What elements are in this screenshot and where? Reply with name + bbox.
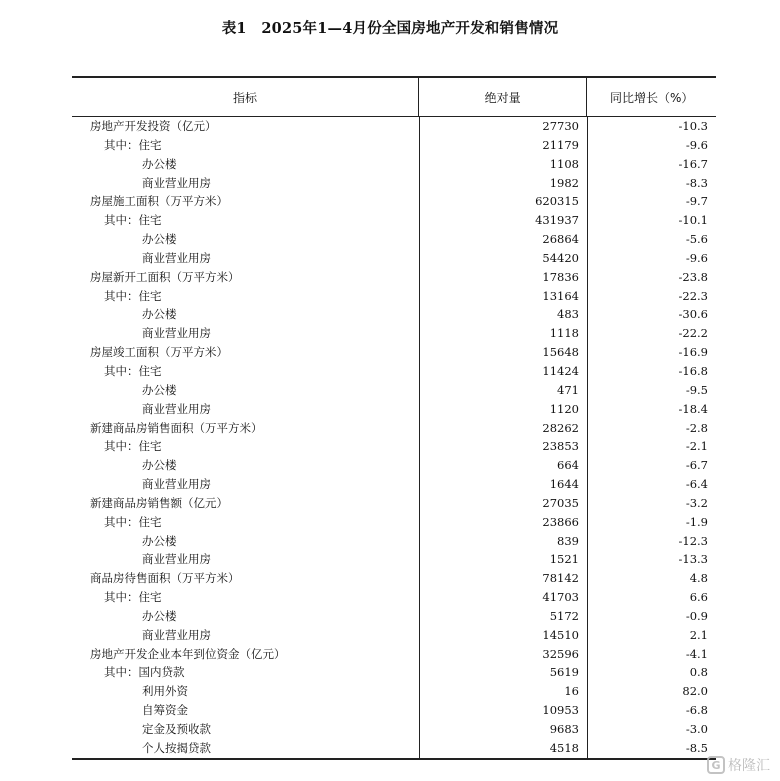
row-label: 其中：住宅 [104, 590, 162, 605]
table-row [72, 607, 716, 626]
row-label: 商业营业用房 [142, 477, 211, 492]
row-growth: -30.6 [587, 305, 716, 324]
row-growth: -6.7 [587, 456, 716, 475]
row-value: 620315 [419, 192, 587, 211]
table-row [72, 739, 716, 758]
row-value: 1644 [419, 475, 587, 494]
row-value: 1521 [419, 550, 587, 569]
row-value: 13164 [419, 287, 587, 306]
row-value: 15648 [419, 343, 587, 362]
row-label: 定金及预收款 [142, 722, 211, 736]
table-row [72, 532, 716, 551]
row-label: 利用外资 [142, 684, 188, 699]
row-growth: -2.8 [587, 419, 716, 438]
table-row [72, 588, 716, 607]
row-label: 房地产开发投资（亿元） [90, 119, 217, 133]
table-row [72, 249, 716, 268]
row-growth: -9.6 [587, 249, 716, 268]
table-row [72, 663, 716, 682]
brand-logo-icon: G [707, 756, 725, 774]
row-label: 商业营业用房 [142, 627, 211, 642]
row-growth: -0.9 [587, 607, 716, 626]
row-growth: -9.7 [587, 192, 716, 211]
row-value: 839 [419, 532, 587, 551]
row-growth: -13.3 [587, 550, 716, 569]
table-row [72, 305, 716, 324]
row-growth: -1.9 [587, 513, 716, 532]
row-growth: 6.6 [587, 588, 716, 607]
table-row [72, 174, 716, 193]
table-row [72, 494, 716, 513]
watermark [707, 755, 770, 775]
table-row [72, 155, 716, 174]
row-value: 10953 [419, 701, 587, 720]
table-row [72, 381, 716, 400]
row-value: 27035 [419, 494, 587, 513]
row-growth: -23.8 [587, 268, 716, 287]
row-value: 21179 [419, 136, 587, 155]
row-value: 27730 [419, 117, 587, 136]
watermark-text: 格隆汇 [728, 758, 770, 774]
table-row [72, 117, 716, 136]
row-growth: 2.1 [587, 626, 716, 645]
row-label: 办公楼 [142, 382, 177, 397]
table-row [72, 569, 716, 588]
table-row [72, 645, 716, 664]
row-label: 商业营业用房 [142, 326, 211, 341]
row-label: 商业营业用房 [142, 401, 211, 416]
row-label: 房屋竣工面积（万平方米） [90, 345, 228, 360]
row-growth: -2.1 [587, 437, 716, 456]
row-growth: 0.8 [587, 663, 716, 682]
row-label: 新建商品房销售面积（万平方米） [90, 420, 263, 435]
row-growth: -5.6 [587, 230, 716, 249]
table-row [72, 682, 716, 701]
row-value: 54420 [419, 249, 587, 268]
row-value: 1120 [419, 400, 587, 419]
row-label: 房屋新开工面积（万平方米） [90, 269, 240, 284]
row-label: 房屋施工面积（万平方米） [90, 194, 228, 209]
table-row [72, 136, 716, 155]
table-row [72, 362, 716, 381]
row-growth: -16.9 [587, 343, 716, 362]
row-value: 23866 [419, 513, 587, 532]
row-value: 16 [419, 682, 587, 701]
row-growth: -22.3 [587, 287, 716, 306]
row-label: 自筹资金 [142, 703, 188, 718]
row-growth: -10.1 [587, 211, 716, 230]
table-row [72, 437, 716, 456]
row-growth: -16.7 [587, 155, 716, 174]
row-label: 房地产开发企业本年到位资金（亿元） [90, 646, 286, 661]
data-table [72, 76, 716, 760]
row-label: 其中：住宅 [104, 439, 162, 454]
table-row [72, 720, 716, 739]
row-growth: -12.3 [587, 532, 716, 551]
table-row [72, 550, 716, 569]
table-row [72, 324, 716, 343]
row-value: 4518 [419, 739, 587, 758]
table-row [72, 192, 716, 211]
row-value: 5172 [419, 607, 587, 626]
table-row [72, 230, 716, 249]
row-growth: -10.3 [587, 117, 716, 136]
row-label: 其中：住宅 [104, 288, 162, 303]
row-growth: -6.8 [587, 701, 716, 720]
row-label: 个人按揭贷款 [142, 740, 211, 755]
row-label: 商品房待售面积（万平方米） [90, 571, 240, 586]
row-label: 办公楼 [142, 156, 177, 171]
row-label: 办公楼 [142, 232, 177, 247]
row-growth: -6.4 [587, 475, 716, 494]
table-row [72, 343, 716, 362]
row-value: 23853 [419, 437, 587, 456]
row-value: 41703 [419, 588, 587, 607]
row-growth: -22.2 [587, 324, 716, 343]
table-row [72, 475, 716, 494]
row-label: 其中：住宅 [104, 514, 162, 529]
row-label: 其中：住宅 [104, 363, 162, 378]
table-row [72, 268, 716, 287]
row-growth: -9.6 [587, 136, 716, 155]
row-label: 其中：住宅 [104, 137, 162, 152]
row-growth: -3.0 [587, 720, 716, 739]
row-growth: -9.5 [587, 381, 716, 400]
row-label: 商业营业用房 [142, 552, 211, 567]
row-value: 28262 [419, 419, 587, 438]
row-value: 5619 [419, 663, 587, 682]
row-label: 新建商品房销售额（亿元） [90, 495, 228, 510]
row-label: 其中：住宅 [104, 213, 162, 228]
row-growth: 4.8 [587, 569, 716, 588]
table-row [72, 400, 716, 419]
row-growth: -4.1 [587, 645, 716, 664]
row-growth: -18.4 [587, 400, 716, 419]
header-absolute-value: 绝对量 [418, 78, 586, 116]
row-value: 26864 [419, 230, 587, 249]
row-growth: -8.3 [587, 174, 716, 193]
row-label: 商业营业用房 [142, 250, 211, 265]
row-label: 办公楼 [142, 458, 177, 473]
row-growth: -16.8 [587, 362, 716, 381]
row-value: 1118 [419, 324, 587, 343]
row-label: 其中：国内贷款 [104, 665, 185, 680]
row-value: 664 [419, 456, 587, 475]
row-growth: 82.0 [587, 682, 716, 701]
row-value: 14510 [419, 626, 587, 645]
table-title: 表1 2025年1—4月份全国房地产开发和销售情况 [221, 20, 559, 37]
table-header [72, 78, 716, 117]
row-value: 1982 [419, 174, 587, 193]
row-value: 11424 [419, 362, 587, 381]
table-row [72, 626, 716, 645]
row-value: 431937 [419, 211, 587, 230]
row-growth: -3.2 [587, 494, 716, 513]
row-value: 32596 [419, 645, 587, 664]
table-row [72, 701, 716, 720]
table-row [72, 287, 716, 306]
table-row [72, 456, 716, 475]
table-row [72, 513, 716, 532]
row-value: 78142 [419, 569, 587, 588]
row-label: 商业营业用房 [142, 175, 211, 190]
row-value: 483 [419, 305, 587, 324]
table-row [72, 211, 716, 230]
row-growth: -8.5 [587, 739, 716, 758]
row-label: 办公楼 [142, 533, 177, 548]
row-value: 17836 [419, 268, 587, 287]
row-label: 办公楼 [142, 307, 177, 322]
header-indicator: 指标 [232, 90, 257, 105]
row-value: 9683 [419, 720, 587, 739]
row-value: 1108 [419, 155, 587, 174]
table-row [72, 419, 716, 438]
table-body [72, 117, 716, 758]
row-label: 办公楼 [142, 608, 177, 623]
header-yoy-growth: 同比增长（%） [586, 78, 716, 116]
row-value: 471 [419, 381, 587, 400]
